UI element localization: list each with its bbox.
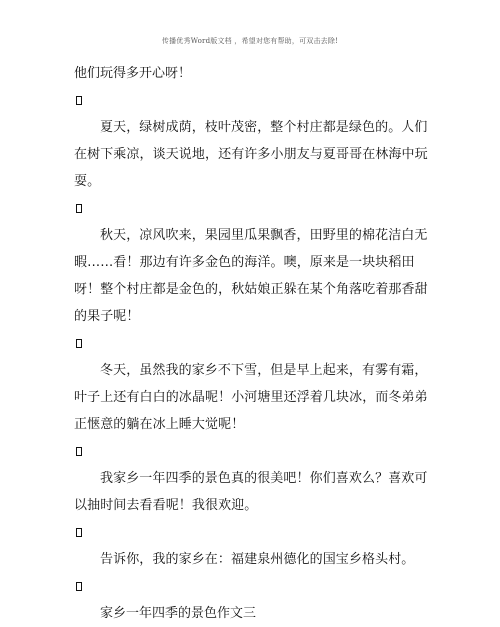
missing-glyph-icon [76, 339, 82, 348]
section-title: 家乡一年四季的景色作文三 [100, 606, 257, 621]
missing-glyph-icon [76, 96, 82, 105]
paragraph-address: 告诉你，我的家乡在：福建泉州德化的国宝乡格头村。 [100, 552, 415, 567]
missing-glyph-icon [76, 204, 82, 213]
missing-glyph-icon [76, 528, 82, 537]
paragraph-break-marker [74, 195, 430, 222]
paragraph-closing: 我家乡一年四季的景色真的很美吧！你们喜欢么？喜欢可以抽时间去看看呢！我很欢迎。 [74, 471, 428, 513]
document-body [74, 60, 430, 627]
paragraph-break-marker [74, 519, 430, 546]
paragraph-winter: 冬天，虽然我的家乡不下雪，但是早上起来，有雾有霜，叶子上还有白白的冰晶呢！小河塘里还浮着几块冰，而冬弟弟正惬意的躺在冰上睡大觉呢！ [74, 363, 428, 432]
missing-glyph-icon [76, 447, 82, 456]
missing-glyph-icon [76, 582, 82, 591]
paragraph-fragment: 他们玩得多开心呀！ [74, 66, 192, 81]
paragraph-break-marker [74, 438, 430, 465]
paragraph-break-marker [74, 573, 430, 600]
paragraph-break-marker [74, 330, 430, 357]
paragraph-autumn: 秋天，凉风吹来，果园里瓜果飘香，田野里的棉花洁白无暇……看！那边有许多金色的海洋。噢，原来是一块块稻田呀！整个村庄都是金色的，秋姑娘正躲在某个角落吃着那香甜的果子呢！ [74, 228, 428, 324]
paragraph-summer: 夏天，绿树成荫，枝叶茂密，整个村庄都是绿色的。人们在树下乘凉，谈天说地，还有许多小朋友与夏哥哥在林海中玩耍。 [74, 120, 428, 189]
paragraph-break-marker [74, 87, 430, 114]
header-note: 传播优秀Word版文档 ，希望对您有帮助，可双击去除! [161, 37, 339, 45]
